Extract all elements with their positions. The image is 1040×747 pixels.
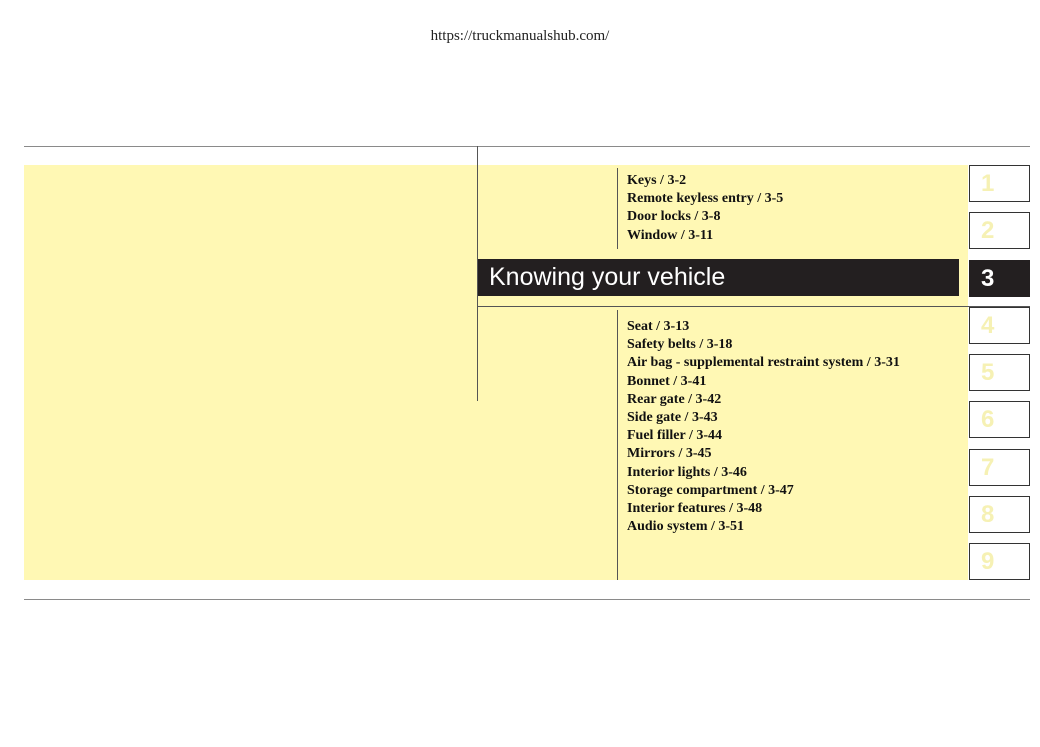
- topic-item[interactable]: Seat / 3-13: [627, 319, 690, 334]
- chapter-tab-4[interactable]: 4: [969, 307, 1030, 344]
- topic-item[interactable]: Air bag - supplemental restraint system / 3-31: [627, 355, 900, 371]
- chapter-tab-5[interactable]: 5: [969, 354, 1030, 391]
- topic-item[interactable]: Mirrors / 3-45: [627, 446, 712, 462]
- chapter-tab-1[interactable]: 1: [969, 165, 1030, 202]
- topic-item[interactable]: Audio system / 3-51: [627, 519, 745, 535]
- topic-item[interactable]: Storage compartment / 3-47: [627, 482, 794, 498]
- topic-item[interactable]: Interior features / 3-48: [627, 500, 763, 516]
- chapter-tab-7[interactable]: 7: [969, 449, 1030, 486]
- topic-item[interactable]: Side gate / 3-43: [627, 409, 718, 425]
- topic-item[interactable]: Keys / 3-2: [627, 173, 687, 188]
- divider-lower: [617, 310, 618, 580]
- chapter-tab-3[interactable]: 3: [969, 260, 1030, 297]
- topic-item[interactable]: Safety belts / 3-18: [627, 337, 733, 353]
- topic-item[interactable]: Window / 3-11: [627, 227, 714, 243]
- chapter-tab-2[interactable]: 2: [969, 212, 1030, 249]
- chapter-title: Knowing your vehicle: [478, 259, 959, 296]
- chapter-tab-6[interactable]: 6: [969, 401, 1030, 438]
- topic-list-upper: [627, 172, 783, 245]
- source-url[interactable]: https://truckmanualshub.com/: [430, 28, 610, 44]
- bottom-rule: [24, 599, 1030, 600]
- topic-list-lower: [627, 318, 900, 536]
- chapter-tab-9[interactable]: 9: [969, 543, 1030, 580]
- topic-item[interactable]: Fuel filler / 3-44: [627, 428, 722, 444]
- topic-item[interactable]: Interior lights / 3-46: [627, 464, 747, 480]
- banner-underline: [477, 306, 1030, 307]
- topic-item[interactable]: Door locks / 3-8: [627, 209, 721, 225]
- topic-item[interactable]: Remote keyless entry / 3-5: [627, 191, 784, 207]
- topic-item[interactable]: Rear gate / 3-42: [627, 391, 722, 407]
- chapter-tab-8[interactable]: 8: [969, 496, 1030, 533]
- top-rule: [24, 146, 1030, 147]
- topic-item[interactable]: Bonnet / 3-41: [627, 373, 707, 389]
- divider-upper: [617, 168, 618, 249]
